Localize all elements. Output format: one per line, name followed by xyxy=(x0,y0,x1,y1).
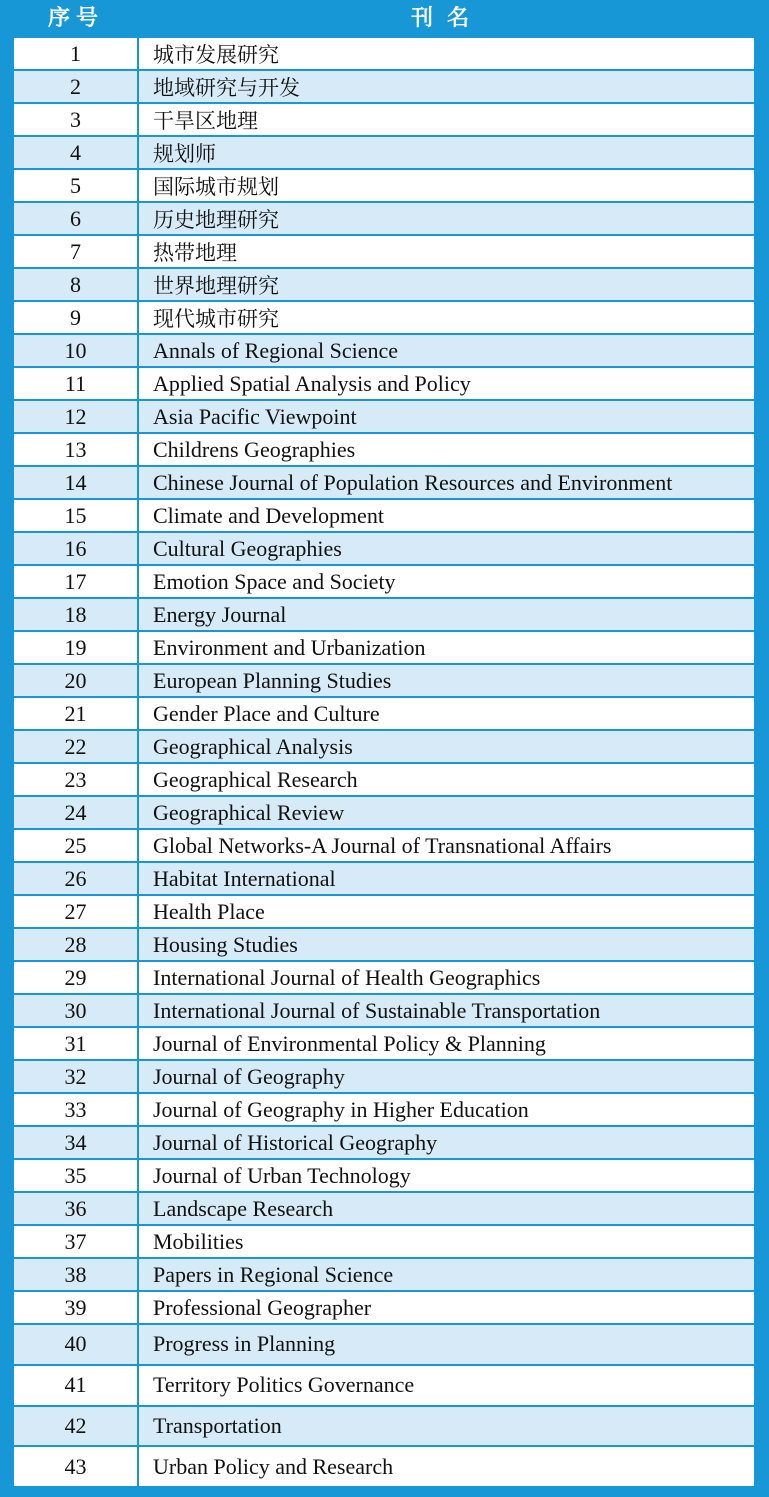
row-number: 38 xyxy=(14,1259,137,1290)
row-number: 20 xyxy=(14,665,137,696)
journal-name: Emotion Space and Society xyxy=(139,566,754,597)
table-row xyxy=(14,1193,754,1224)
row-number: 4 xyxy=(14,137,137,168)
table-row xyxy=(14,1447,754,1486)
journal-name: 热带地理 xyxy=(139,236,754,267)
row-number: 1 xyxy=(14,38,137,69)
journal-name: Chinese Journal of Population Resources and Environment xyxy=(139,467,754,498)
row-number: 23 xyxy=(14,764,137,795)
header-journal-name: 刊名 xyxy=(410,6,483,31)
journal-name: 干旱区地理 xyxy=(139,104,754,135)
journal-name: Mobilities xyxy=(139,1226,754,1257)
row-number: 28 xyxy=(14,929,137,960)
row-number: 7 xyxy=(14,236,137,267)
journal-name: Global Networks-A Journal of Transnational Affairs xyxy=(139,830,754,861)
table-row xyxy=(14,1259,754,1290)
row-number: 9 xyxy=(14,302,137,333)
table-row xyxy=(14,368,754,399)
table-row xyxy=(14,863,754,894)
row-number: 43 xyxy=(14,1447,137,1486)
table-row xyxy=(14,38,754,69)
table-row xyxy=(14,1325,754,1364)
table-header xyxy=(0,0,769,38)
row-number: 19 xyxy=(14,632,137,663)
row-number: 2 xyxy=(14,71,137,102)
journal-name: 地域研究与开发 xyxy=(139,71,754,102)
table-row xyxy=(14,401,754,432)
row-number: 3 xyxy=(14,104,137,135)
row-number: 41 xyxy=(14,1366,137,1405)
journal-name: Applied Spatial Analysis and Policy xyxy=(139,368,754,399)
table-row xyxy=(14,1160,754,1191)
journal-name: Territory Politics Governance xyxy=(139,1366,754,1405)
journal-name: International Journal of Sustainable Transportation xyxy=(139,995,754,1026)
table-row xyxy=(14,896,754,927)
journal-name: European Planning Studies xyxy=(139,665,754,696)
journal-name: International Journal of Health Geographics xyxy=(139,962,754,993)
journal-name: Environment and Urbanization xyxy=(139,632,754,663)
table-row xyxy=(14,698,754,729)
row-number: 18 xyxy=(14,599,137,630)
table-row xyxy=(14,71,754,102)
journal-name: Habitat International xyxy=(139,863,754,894)
row-number: 39 xyxy=(14,1292,137,1323)
row-number: 29 xyxy=(14,962,137,993)
journal-name: Gender Place and Culture xyxy=(139,698,754,729)
row-number: 35 xyxy=(14,1160,137,1191)
journal-name: Geographical Review xyxy=(139,797,754,828)
table-row xyxy=(14,962,754,993)
row-number: 42 xyxy=(14,1407,137,1446)
table-row xyxy=(14,500,754,531)
row-number: 30 xyxy=(14,995,137,1026)
row-number: 34 xyxy=(14,1127,137,1158)
row-number: 27 xyxy=(14,896,137,927)
table-row xyxy=(14,797,754,828)
table-row xyxy=(14,1407,754,1446)
row-number: 14 xyxy=(14,467,137,498)
table-row xyxy=(14,830,754,861)
journal-name: Asia Pacific Viewpoint xyxy=(139,401,754,432)
table-row xyxy=(14,764,754,795)
journal-name: Climate and Development xyxy=(139,500,754,531)
journal-name: 城市发展研究 xyxy=(139,38,754,69)
journal-name: Annals of Regional Science xyxy=(139,335,754,366)
journal-name: 规划师 xyxy=(139,137,754,168)
row-number: 32 xyxy=(14,1061,137,1092)
table-row xyxy=(14,170,754,201)
row-number: 22 xyxy=(14,731,137,762)
journal-name: Geographical Research xyxy=(139,764,754,795)
table-row xyxy=(14,1127,754,1158)
table-row xyxy=(14,995,754,1026)
table-row xyxy=(14,269,754,300)
table-row xyxy=(14,236,754,267)
row-number: 10 xyxy=(14,335,137,366)
row-number: 40 xyxy=(14,1325,137,1364)
journal-name: Journal of Environmental Policy & Planning xyxy=(139,1028,754,1059)
journal-name: Journal of Urban Technology xyxy=(139,1160,754,1191)
table-row xyxy=(14,467,754,498)
journal-name: Papers in Regional Science xyxy=(139,1259,754,1290)
row-number: 17 xyxy=(14,566,137,597)
table-row xyxy=(14,665,754,696)
row-number: 24 xyxy=(14,797,137,828)
row-number: 37 xyxy=(14,1226,137,1257)
row-number: 21 xyxy=(14,698,137,729)
journal-name: 国际城市规划 xyxy=(139,170,754,201)
journal-name: 历史地理研究 xyxy=(139,203,754,234)
table-row xyxy=(14,203,754,234)
journal-name: Energy Journal xyxy=(139,599,754,630)
table-row xyxy=(14,434,754,465)
journal-name: Transportation xyxy=(139,1407,754,1446)
journal-name: Health Place xyxy=(139,896,754,927)
table-row xyxy=(14,104,754,135)
table-row xyxy=(14,1366,754,1405)
table-row xyxy=(14,566,754,597)
table-row xyxy=(14,599,754,630)
journal-name: Journal of Geography xyxy=(139,1061,754,1092)
table-row xyxy=(14,533,754,564)
journal-name: 现代城市研究 xyxy=(139,302,754,333)
table-row xyxy=(14,302,754,333)
table-row xyxy=(14,731,754,762)
row-number: 12 xyxy=(14,401,137,432)
row-number: 8 xyxy=(14,269,137,300)
row-number: 26 xyxy=(14,863,137,894)
table-row xyxy=(14,1028,754,1059)
row-number: 13 xyxy=(14,434,137,465)
journal-name: Urban Policy and Research xyxy=(139,1447,754,1486)
table-row xyxy=(14,1061,754,1092)
journal-name: Geographical Analysis xyxy=(139,731,754,762)
journal-name: 世界地理研究 xyxy=(139,269,754,300)
row-number: 6 xyxy=(14,203,137,234)
table-row xyxy=(14,929,754,960)
row-number: 15 xyxy=(14,500,137,531)
table-row xyxy=(14,632,754,663)
journal-name: Progress in Planning xyxy=(139,1325,754,1364)
row-number: 33 xyxy=(14,1094,137,1125)
header-serial-number: 序号 xyxy=(47,6,104,31)
journal-name: Cultural Geographies xyxy=(139,533,754,564)
table-row xyxy=(14,137,754,168)
journal-name: Landscape Research xyxy=(139,1193,754,1224)
table-row xyxy=(14,1226,754,1257)
row-number: 31 xyxy=(14,1028,137,1059)
journal-table xyxy=(14,38,754,1485)
table-row xyxy=(14,335,754,366)
row-number: 5 xyxy=(14,170,137,201)
journal-name: Journal of Geography in Higher Education xyxy=(139,1094,754,1125)
row-number: 25 xyxy=(14,830,137,861)
row-number: 16 xyxy=(14,533,137,564)
table-row xyxy=(14,1292,754,1323)
row-number: 36 xyxy=(14,1193,137,1224)
journal-name: Childrens Geographies xyxy=(139,434,754,465)
table-row xyxy=(14,1094,754,1125)
journal-name: Professional Geographer xyxy=(139,1292,754,1323)
journal-name: Housing Studies xyxy=(139,929,754,960)
journal-name: Journal of Historical Geography xyxy=(139,1127,754,1158)
row-number: 11 xyxy=(14,368,137,399)
